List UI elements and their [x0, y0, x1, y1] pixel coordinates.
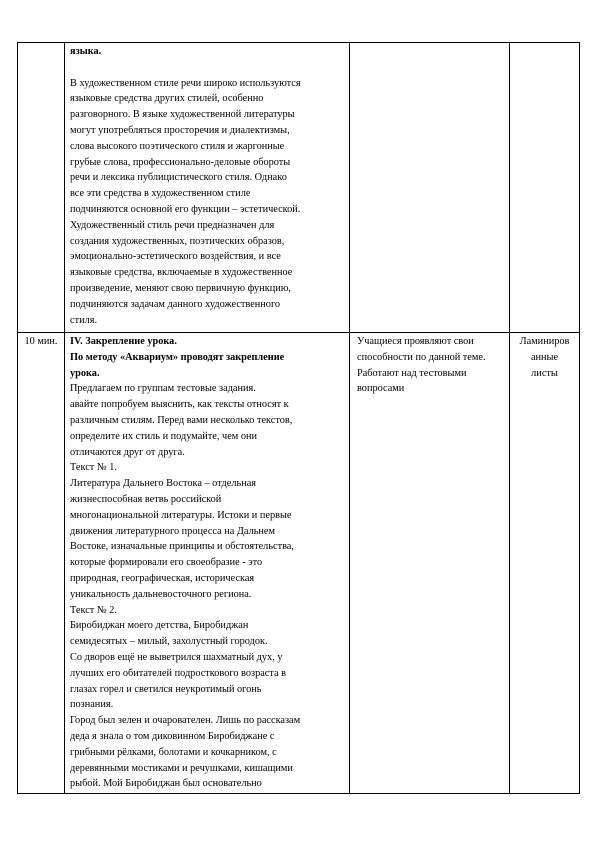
- text-line: Со дворов ещё не выветрился шахматный дух, у: [70, 651, 283, 663]
- content-cell: [65, 43, 350, 333]
- text-line: Текст № 1.: [70, 462, 117, 474]
- text-line: рыбой. Мой Биробиджан был основательно: [70, 778, 262, 790]
- text-line: природная, географическая, историческая: [70, 572, 255, 584]
- time-value: 10 мин.: [24, 336, 58, 347]
- lesson-plan-table: [17, 42, 580, 794]
- text-line: грубые слова, профессионально-деловые обороты: [70, 156, 291, 168]
- text-line: могут употребляться просторечия и диалектизмы,: [70, 124, 290, 136]
- text-line: Ламиниров: [519, 336, 570, 347]
- text-line: создания художественных, поэтических образов,: [70, 235, 285, 247]
- teaching-means-text: [510, 333, 579, 381]
- text-line: деревянными мостиками и речушками, кишащими: [70, 762, 293, 774]
- text-line: Город был зелен и очарователен. Лишь по рассказам: [70, 715, 301, 727]
- text-line: которые формировали его своеобразие - это: [70, 557, 263, 569]
- text-line: листы: [531, 367, 558, 379]
- student-activity-text: [350, 333, 509, 397]
- text-line: жизнеспособная ветвь российской: [70, 493, 222, 505]
- text-line: подчиняются задачам данного художественного: [70, 298, 281, 310]
- text-line: разговорного. В языке художественной литературы: [70, 109, 295, 121]
- text-line: семидесятых – милый, захолустный городок.: [70, 636, 268, 648]
- text-line: Востоке, изначальные принципы и обстоятельства,: [70, 541, 294, 553]
- text-line: грибными рёлками, болотами и кочкарником, с: [70, 746, 277, 758]
- text-line: познания.: [70, 699, 114, 711]
- blank-line: [70, 60, 344, 76]
- text-line: различным стилям. Перед вами несколько текстов,: [70, 414, 293, 426]
- text-line: произведение, меняют свою первичную функцию,: [70, 282, 291, 294]
- table-row: [18, 333, 580, 794]
- time-cell: [18, 333, 65, 794]
- text-line: Литература Дальнего Востока – отдельная: [70, 478, 257, 490]
- text-line: определите их стиль и подумайте, чем они: [70, 430, 258, 442]
- text-line: Биробиджан моего детства, Биробиджан: [70, 620, 249, 632]
- table-row: [18, 43, 580, 333]
- text-line: многонациональной литературы. Истоки и первые: [70, 509, 292, 521]
- text-line: языка.: [70, 46, 102, 57]
- text-line: анные: [530, 351, 559, 363]
- text-line: Текст № 2.: [70, 604, 117, 616]
- text-line: Предлагаем по группам тестовые задания.: [70, 383, 256, 395]
- activity-cell: [350, 43, 510, 333]
- text-line: стиля.: [70, 314, 98, 326]
- text-line: Учащиеся проявляют свои: [357, 336, 474, 347]
- text-line: Работают над тестовыми: [357, 367, 467, 379]
- time-cell: [18, 43, 65, 333]
- text-line: эмоционально-эстетического воздействия, и все: [70, 251, 281, 263]
- text-line: авайте попробуем выяснить, как тексты относят к: [70, 399, 289, 411]
- text-line: вопросами: [357, 383, 405, 395]
- text-line: языковые средства, включаемые в художественное: [70, 267, 293, 279]
- text-line: языковые средства других стилей, особенно: [70, 93, 264, 105]
- text-line: деда я знала о том диковинном Биробиджане с: [70, 730, 275, 742]
- means-cell: [510, 333, 580, 794]
- text-line: глазах горел и светился неукротимый огонь: [70, 683, 262, 695]
- text-line: подчиняются основной его функции – эстетической.: [70, 203, 301, 215]
- text-line: В художественном стиле речи широко используются: [70, 77, 301, 89]
- text-line: IV. Закрепление урока.: [70, 336, 177, 347]
- text-line: движения литературного процесса на Дальнем: [70, 525, 275, 537]
- content-text: [65, 333, 349, 792]
- text-line: Художественный стиль речи предназначен для: [70, 219, 275, 231]
- text-line: все эти средства в художественном стиле: [70, 188, 251, 200]
- text-line: По методу «Аквариум» проводят закрепление: [70, 351, 285, 363]
- text-line: способности по данной теме.: [357, 351, 486, 363]
- text-line: отличаются друг от друга.: [70, 446, 185, 458]
- text-line: уникальность дальневосточного региона.: [70, 588, 252, 600]
- text-line: урока.: [70, 367, 100, 379]
- means-cell: [510, 43, 580, 333]
- text-line: лучших его обитателей подросткового возраста в: [70, 667, 286, 679]
- activity-cell: [350, 333, 510, 794]
- content-text: [65, 43, 349, 328]
- content-cell: [65, 333, 350, 794]
- text-line: слова высокого поэтического стиля и жаргонные: [70, 140, 285, 152]
- text-line: речи и лексика публицистического стиля. Однако: [70, 172, 287, 184]
